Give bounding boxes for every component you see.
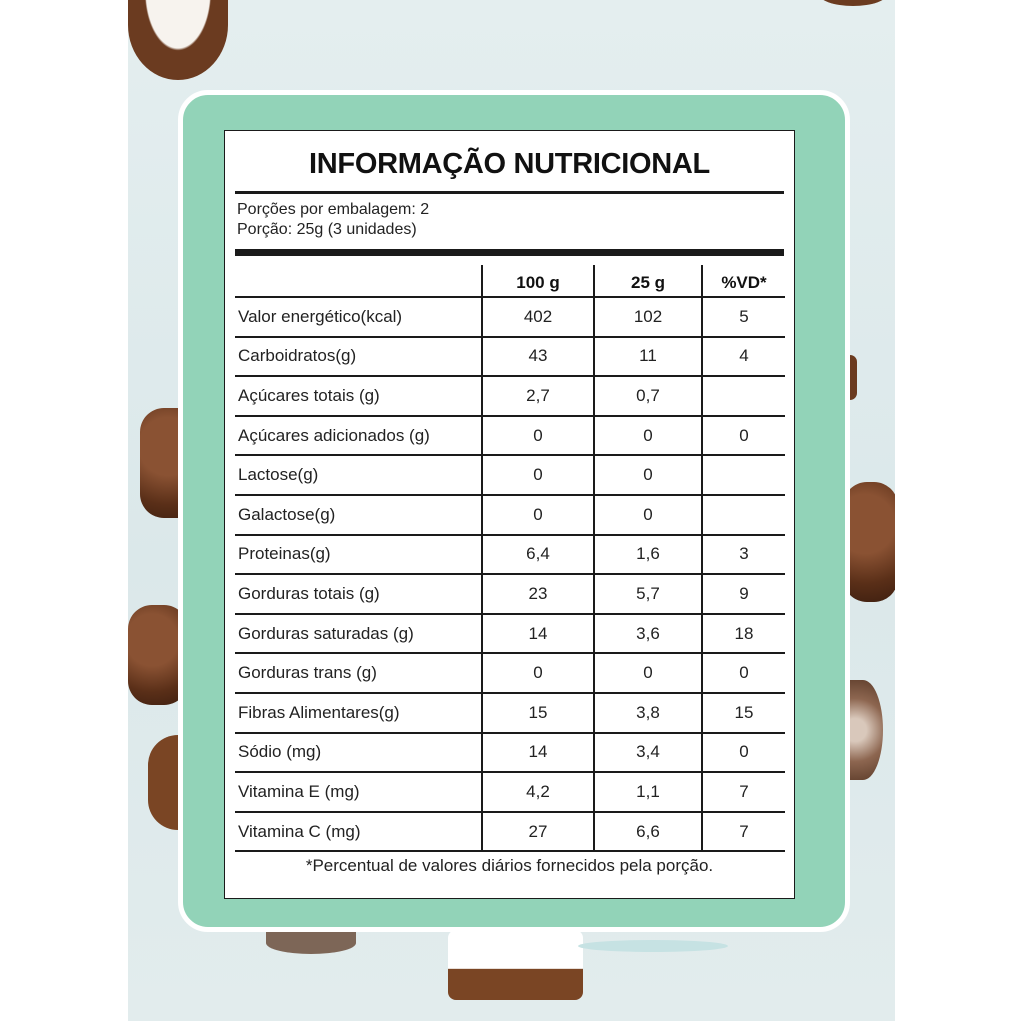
- value-per-serving: 1,1: [594, 772, 702, 812]
- nutrient-name: Gorduras trans (g): [235, 653, 482, 693]
- table-row: [235, 733, 785, 773]
- nutrient-name: Sódio (mg): [235, 733, 482, 773]
- value-per-100g: 14: [482, 614, 594, 654]
- value-daily-percent: 7: [702, 772, 785, 812]
- value-per-serving: 3,8: [594, 693, 702, 733]
- value-per-100g: 14: [482, 733, 594, 773]
- value-daily-percent: 0: [702, 416, 785, 456]
- serving-size: Porção: 25g (3 unidades): [237, 221, 417, 238]
- value-daily-percent: [702, 376, 785, 416]
- value-per-100g: 0: [482, 416, 594, 456]
- value-per-100g: 402: [482, 297, 594, 337]
- value-per-100g: 6,4: [482, 535, 594, 575]
- value-daily-percent: [702, 455, 785, 495]
- value-daily-percent: 0: [702, 653, 785, 693]
- nutrient-name: Lactose(g): [235, 455, 482, 495]
- header-nutrient: [235, 265, 482, 297]
- nutrient-name: Fibras Alimentares(g): [235, 693, 482, 733]
- nutrition-facts-label: [224, 130, 795, 899]
- value-per-100g: 23: [482, 574, 594, 614]
- value-per-serving: 0,7: [594, 376, 702, 416]
- nutrition-table: [235, 265, 785, 852]
- value-per-100g: 4,2: [482, 772, 594, 812]
- value-per-serving: 0: [594, 455, 702, 495]
- table-row: [235, 693, 785, 733]
- divider-thick: [235, 249, 784, 256]
- value-per-serving: 6,6: [594, 812, 702, 852]
- value-daily-percent: 5: [702, 297, 785, 337]
- divider: [235, 191, 784, 194]
- table-row: [235, 337, 785, 377]
- nutrient-name: Gorduras totais (g): [235, 574, 482, 614]
- nutrient-name: Vitamina C (mg): [235, 812, 482, 852]
- chocolate-bonbon-image: [448, 930, 583, 1000]
- value-daily-percent: [702, 495, 785, 535]
- value-per-100g: 0: [482, 495, 594, 535]
- coconut-image: [818, 0, 888, 6]
- value-per-serving: 0: [594, 416, 702, 456]
- header-per-100g: 100 g: [482, 265, 594, 297]
- chocolate-bonbon-image: [843, 482, 895, 602]
- servings-per-package: Porções por embalagem: 2: [237, 201, 430, 218]
- table-row: [235, 574, 785, 614]
- nutrient-name: Carboidratos(g): [235, 337, 482, 377]
- table-row: [235, 495, 785, 535]
- nutrient-name: Gorduras saturadas (g): [235, 614, 482, 654]
- value-per-serving: 11: [594, 337, 702, 377]
- value-per-serving: 102: [594, 297, 702, 337]
- header-per-serving: 25 g: [594, 265, 702, 297]
- table-row: [235, 416, 785, 456]
- footnote: *Percentual de valores diários fornecidos pela porção.: [305, 856, 714, 875]
- value-per-100g: 15: [482, 693, 594, 733]
- nutrient-name: Galactose(g): [235, 495, 482, 535]
- value-per-100g: 0: [482, 455, 594, 495]
- value-per-serving: 1,6: [594, 535, 702, 575]
- value-daily-percent: 4: [702, 337, 785, 377]
- table-row: [235, 297, 785, 337]
- value-per-100g: 2,7: [482, 376, 594, 416]
- value-per-100g: 43: [482, 337, 594, 377]
- value-daily-percent: 9: [702, 574, 785, 614]
- table-row: [235, 535, 785, 575]
- table-header-row: [235, 265, 785, 297]
- value-per-100g: 0: [482, 653, 594, 693]
- value-daily-percent: 15: [702, 693, 785, 733]
- coconut-snowball-image: [266, 932, 356, 954]
- table-row: [235, 812, 785, 852]
- coconut-image: [128, 0, 228, 80]
- value-per-serving: 0: [594, 653, 702, 693]
- label-title: INFORMAÇÃO NUTRICIONAL: [309, 148, 710, 180]
- table-row: [235, 772, 785, 812]
- value-per-serving: 3,4: [594, 733, 702, 773]
- value-daily-percent: 0: [702, 733, 785, 773]
- value-per-serving: 0: [594, 495, 702, 535]
- table-row: [235, 614, 785, 654]
- value-per-100g: 27: [482, 812, 594, 852]
- shadow: [578, 940, 728, 952]
- nutrient-name: Valor energético(kcal): [235, 297, 482, 337]
- value-per-serving: 3,6: [594, 614, 702, 654]
- value-daily-percent: 7: [702, 812, 785, 852]
- value-daily-percent: 3: [702, 535, 785, 575]
- nutrient-name: Açúcares adicionados (g): [235, 416, 482, 456]
- nutrient-name: Proteinas(g): [235, 535, 482, 575]
- table-row: [235, 455, 785, 495]
- nutrient-name: Açúcares totais (g): [235, 376, 482, 416]
- value-daily-percent: 18: [702, 614, 785, 654]
- table-row: [235, 653, 785, 693]
- table-row: [235, 376, 785, 416]
- nutrient-name: Vitamina E (mg): [235, 772, 482, 812]
- header-daily-value: %VD*: [702, 265, 785, 297]
- value-per-serving: 5,7: [594, 574, 702, 614]
